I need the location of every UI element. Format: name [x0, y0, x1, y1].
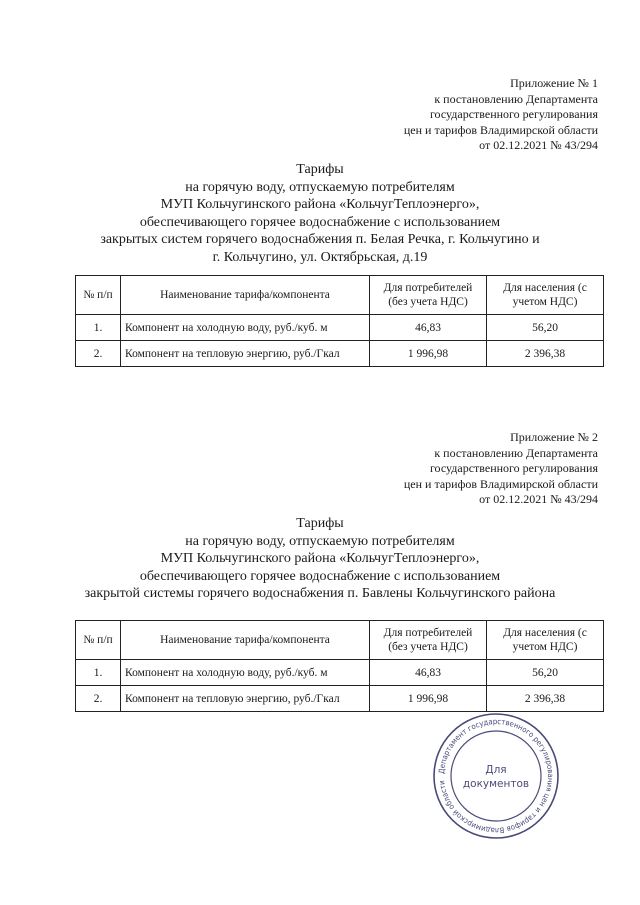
cell-population: 56,20 — [487, 660, 604, 686]
seal-ring-text — [437, 717, 555, 835]
appendix-2-date-number: от 02.12.2021 № 43/294 — [479, 492, 598, 506]
title-line: закрытых систем горячего водоснабжения п. Белая Речка, г. Кольчугино и — [100, 232, 540, 247]
official-seal — [432, 712, 560, 840]
header-number: № п/п — [76, 276, 121, 315]
cell-population: 2 396,38 — [487, 686, 604, 712]
header-consumers: Для потребителей (без учета НДС) — [370, 621, 487, 660]
cell-consumers: 1 996,98 — [370, 341, 487, 367]
title-line: обеспечивающего горячее водоснабжение с использованием — [139, 214, 501, 230]
seal-ring-text-path: Департамент государственного регулирования цен и тарифов Владимирской области — [436, 716, 556, 836]
title-heading: Тарифы — [296, 162, 344, 177]
table-header-row — [76, 621, 604, 660]
header-number: № п/п — [76, 621, 121, 660]
table-row — [76, 315, 604, 341]
header-name: Наименование тарифа/компонента — [121, 276, 370, 315]
appendix-2-ref-line: государственного регулирования — [429, 461, 598, 475]
title-line: МУП Кольчугинского района «КольчугТеплоэнерго», — [160, 551, 480, 566]
header-name: Наименование тарифа/компонента — [121, 621, 370, 660]
title-heading: Тарифы — [296, 516, 344, 531]
cell-name: Компонент на холодную воду, руб./куб. м — [121, 315, 370, 341]
title-line: закрытой системы горячего водоснабжения п. Бавлены Кольчугинского района — [84, 586, 556, 601]
title-line: на горячую воду, отпускаемую потребителям — [185, 533, 455, 549]
title-line: на горячую воду, отпускаемую потребителям — [185, 179, 455, 195]
appendix-1-reference — [404, 76, 598, 154]
header-consumers: Для потребителей (без учета НДС) — [370, 276, 487, 315]
appendix-1-ref-line: цен и тарифов Владимирской области — [403, 122, 598, 137]
tariff-table-1 — [75, 275, 604, 367]
appendix-1-number: Приложение № 1 — [510, 76, 598, 90]
tariff-title-1 — [40, 161, 600, 266]
tariff-table-2 — [75, 620, 604, 712]
appendix-2-ref-line: цен и тарифов Владимирской области — [403, 476, 598, 491]
appendix-2-reference — [404, 430, 598, 508]
title-line: г. Кольчугино, ул. Октябрьская, д.19 — [212, 249, 428, 265]
cell-number: 1. — [76, 660, 121, 686]
cell-consumers: 46,83 — [370, 660, 487, 686]
table-row — [76, 341, 604, 367]
seal-outer-ring — [434, 714, 558, 838]
cell-population: 56,20 — [487, 315, 604, 341]
cell-population: 2 396,38 — [487, 341, 604, 367]
cell-name: Компонент на холодную воду, руб./куб. м — [121, 660, 370, 686]
table-row — [76, 686, 604, 712]
cell-number: 1. — [76, 315, 121, 341]
cell-name: Компонент на тепловую энергию, руб./Гкал — [121, 341, 370, 367]
appendix-1-ref-line: государственного регулирования — [429, 107, 598, 121]
seal-inner-ring — [451, 731, 541, 821]
cell-number: 2. — [76, 686, 121, 712]
appendix-2-ref-line: к постановлению Департамента — [434, 445, 598, 460]
seal-center-line-1: Для — [485, 764, 507, 776]
cell-name: Компонент на тепловую энергию, руб./Гкал — [121, 686, 370, 712]
header-population: Для населения (с учетом НДС) — [487, 621, 604, 660]
cell-consumers: 46,83 — [370, 315, 487, 341]
cell-number: 2. — [76, 341, 121, 367]
header-population: Для населения (с учетом НДС) — [487, 276, 604, 315]
cell-consumers: 1 996,98 — [370, 686, 487, 712]
seal-center-line-2: документов — [462, 778, 530, 790]
title-line: МУП Кольчугинского района «КольчугТеплоэнерго», — [160, 197, 480, 212]
tariff-title-2 — [40, 515, 600, 603]
appendix-1-date-number: от 02.12.2021 № 43/294 — [479, 138, 598, 152]
table-row — [76, 660, 604, 686]
title-line: обеспечивающего горячее водоснабжение с использованием — [139, 568, 501, 584]
appendix-1-ref-line: к постановлению Департамента — [434, 91, 598, 106]
table-header-row — [76, 276, 604, 315]
appendix-2-number: Приложение № 2 — [510, 430, 598, 444]
